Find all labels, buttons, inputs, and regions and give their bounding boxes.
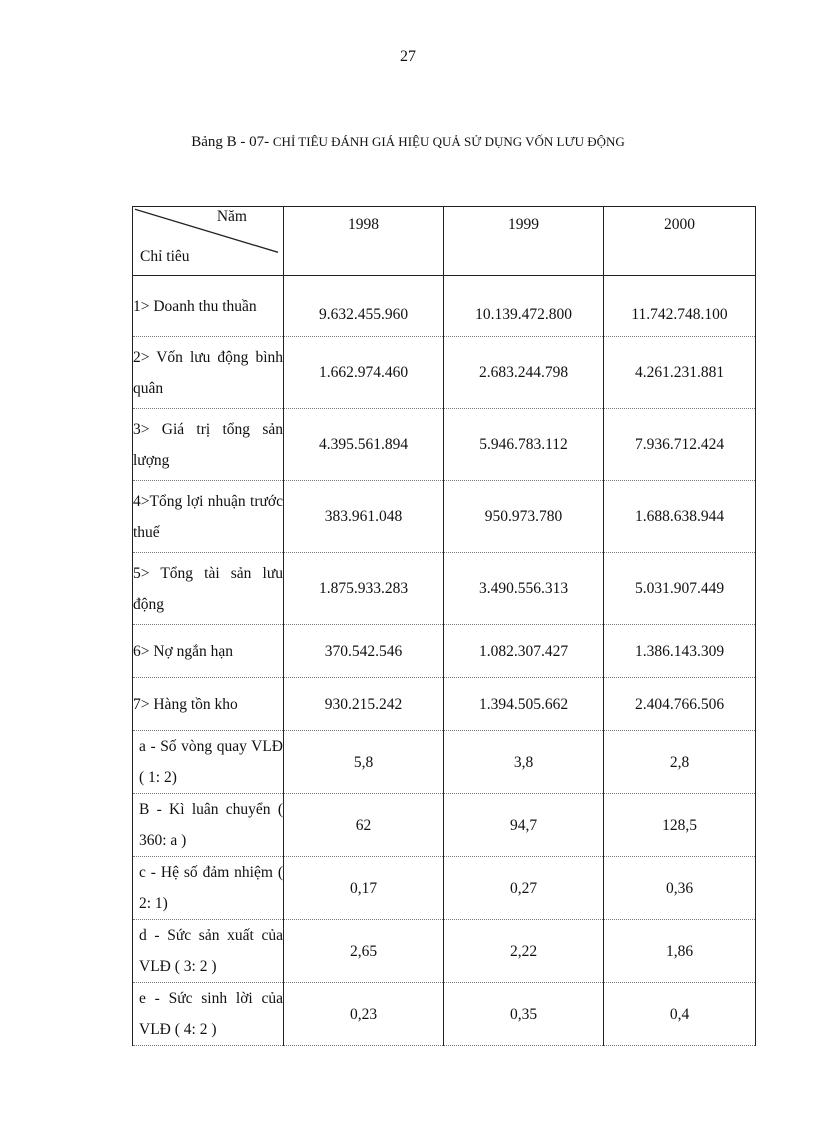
value-1998: 2,65: [284, 920, 444, 983]
row-label: e - Sức sinh lời của VLĐ ( 4: 2 ): [133, 983, 284, 1046]
table-row: [133, 625, 756, 678]
value-2000: 1,86: [604, 920, 756, 983]
value-1999: 950.973.780: [444, 481, 604, 553]
table-row: [133, 920, 756, 983]
value-1999: 0,35: [444, 983, 604, 1046]
value-1998: 0,23: [284, 983, 444, 1046]
value-1998: 62: [284, 794, 444, 857]
value-1999: 2.683.244.798: [444, 337, 604, 409]
value-1999: 2,22: [444, 920, 604, 983]
table-header-row: [133, 207, 756, 276]
row-label: d - Sức sản xuất của VLĐ ( 3: 2 ): [133, 920, 284, 983]
value-1999: 3,8: [444, 731, 604, 794]
value-1999: 3.490.556.313: [444, 553, 604, 625]
table-row: [133, 857, 756, 920]
row-label: a - Số vòng quay VLĐ ( 1: 2): [133, 731, 284, 794]
row-label: 2> Vốn lưu động bình quân: [133, 337, 284, 409]
row-label: c - Hệ số đảm nhiệm ( 2: 1): [133, 857, 284, 920]
value-1999: 5.946.783.112: [444, 409, 604, 481]
table-row: [133, 794, 756, 857]
value-2000: 2.404.766.506: [604, 678, 756, 731]
header-corner-cell: [133, 207, 284, 276]
header-indicator-label: Chỉ tiêu: [140, 248, 190, 265]
value-1998: 0,17: [284, 857, 444, 920]
table-row: [133, 481, 756, 553]
value-2000: 128,5: [604, 794, 756, 857]
header-year-1999: 1999: [444, 207, 604, 276]
value-2000: 7.936.712.424: [604, 409, 756, 481]
value-1998: 370.542.546: [284, 625, 444, 678]
row-label: 7> Hàng tồn kho: [133, 678, 284, 731]
efficiency-table: [132, 206, 756, 1046]
table-row: [133, 337, 756, 409]
table-title-text: CHỈ TIÊU ĐÁNH GIÁ HIỆU QUẢ SỬ DỤNG VỐN LƯU ĐỘNG: [272, 134, 625, 149]
value-2000: 1.688.638.944: [604, 481, 756, 553]
value-2000: 11.742.748.100: [604, 276, 756, 337]
table-title-prefix: Bảng B - 07-: [191, 134, 270, 150]
table-row: [133, 731, 756, 794]
value-1999: 1.394.505.662: [444, 678, 604, 731]
value-1999: 1.082.307.427: [444, 625, 604, 678]
row-label: 4>Tổng lợi nhuận trước thuế: [133, 481, 284, 553]
value-1998: 1.662.974.460: [284, 337, 444, 409]
value-1999: 0,27: [444, 857, 604, 920]
header-year-1998: 1998: [284, 207, 444, 276]
table-row: [133, 983, 756, 1046]
value-1999: 94,7: [444, 794, 604, 857]
table-title: [0, 134, 816, 151]
value-2000: 5.031.907.449: [604, 553, 756, 625]
row-label: 1> Doanh thu thuần: [133, 276, 284, 337]
row-label: 5> Tổng tài sản lưu động: [133, 553, 284, 625]
value-1998: 930.215.242: [284, 678, 444, 731]
table-row: [133, 409, 756, 481]
table-row: [133, 678, 756, 731]
value-1998: 9.632.455.960: [284, 276, 444, 337]
row-label: B - Kì luân chuyển ( 360: a ): [133, 794, 284, 857]
value-1998: 4.395.561.894: [284, 409, 444, 481]
header-year-label: Năm: [216, 208, 247, 225]
value-2000: 2,8: [604, 731, 756, 794]
value-2000: 4.261.231.881: [604, 337, 756, 409]
page-number: 27: [400, 48, 416, 65]
value-2000: 1.386.143.309: [604, 625, 756, 678]
row-label: 3> Giá trị tổng sản lượng: [133, 409, 284, 481]
value-1998: 383.961.048: [284, 481, 444, 553]
table-row: [133, 553, 756, 625]
header-year-2000: 2000: [604, 207, 756, 276]
value-1998: 1.875.933.283: [284, 553, 444, 625]
value-1998: 5,8: [284, 731, 444, 794]
value-2000: 0,4: [604, 983, 756, 1046]
row-label: 6> Nợ ngắn hạn: [133, 625, 284, 678]
table-row: [133, 276, 756, 337]
value-1999: 10.139.472.800: [444, 276, 604, 337]
value-2000: 0,36: [604, 857, 756, 920]
